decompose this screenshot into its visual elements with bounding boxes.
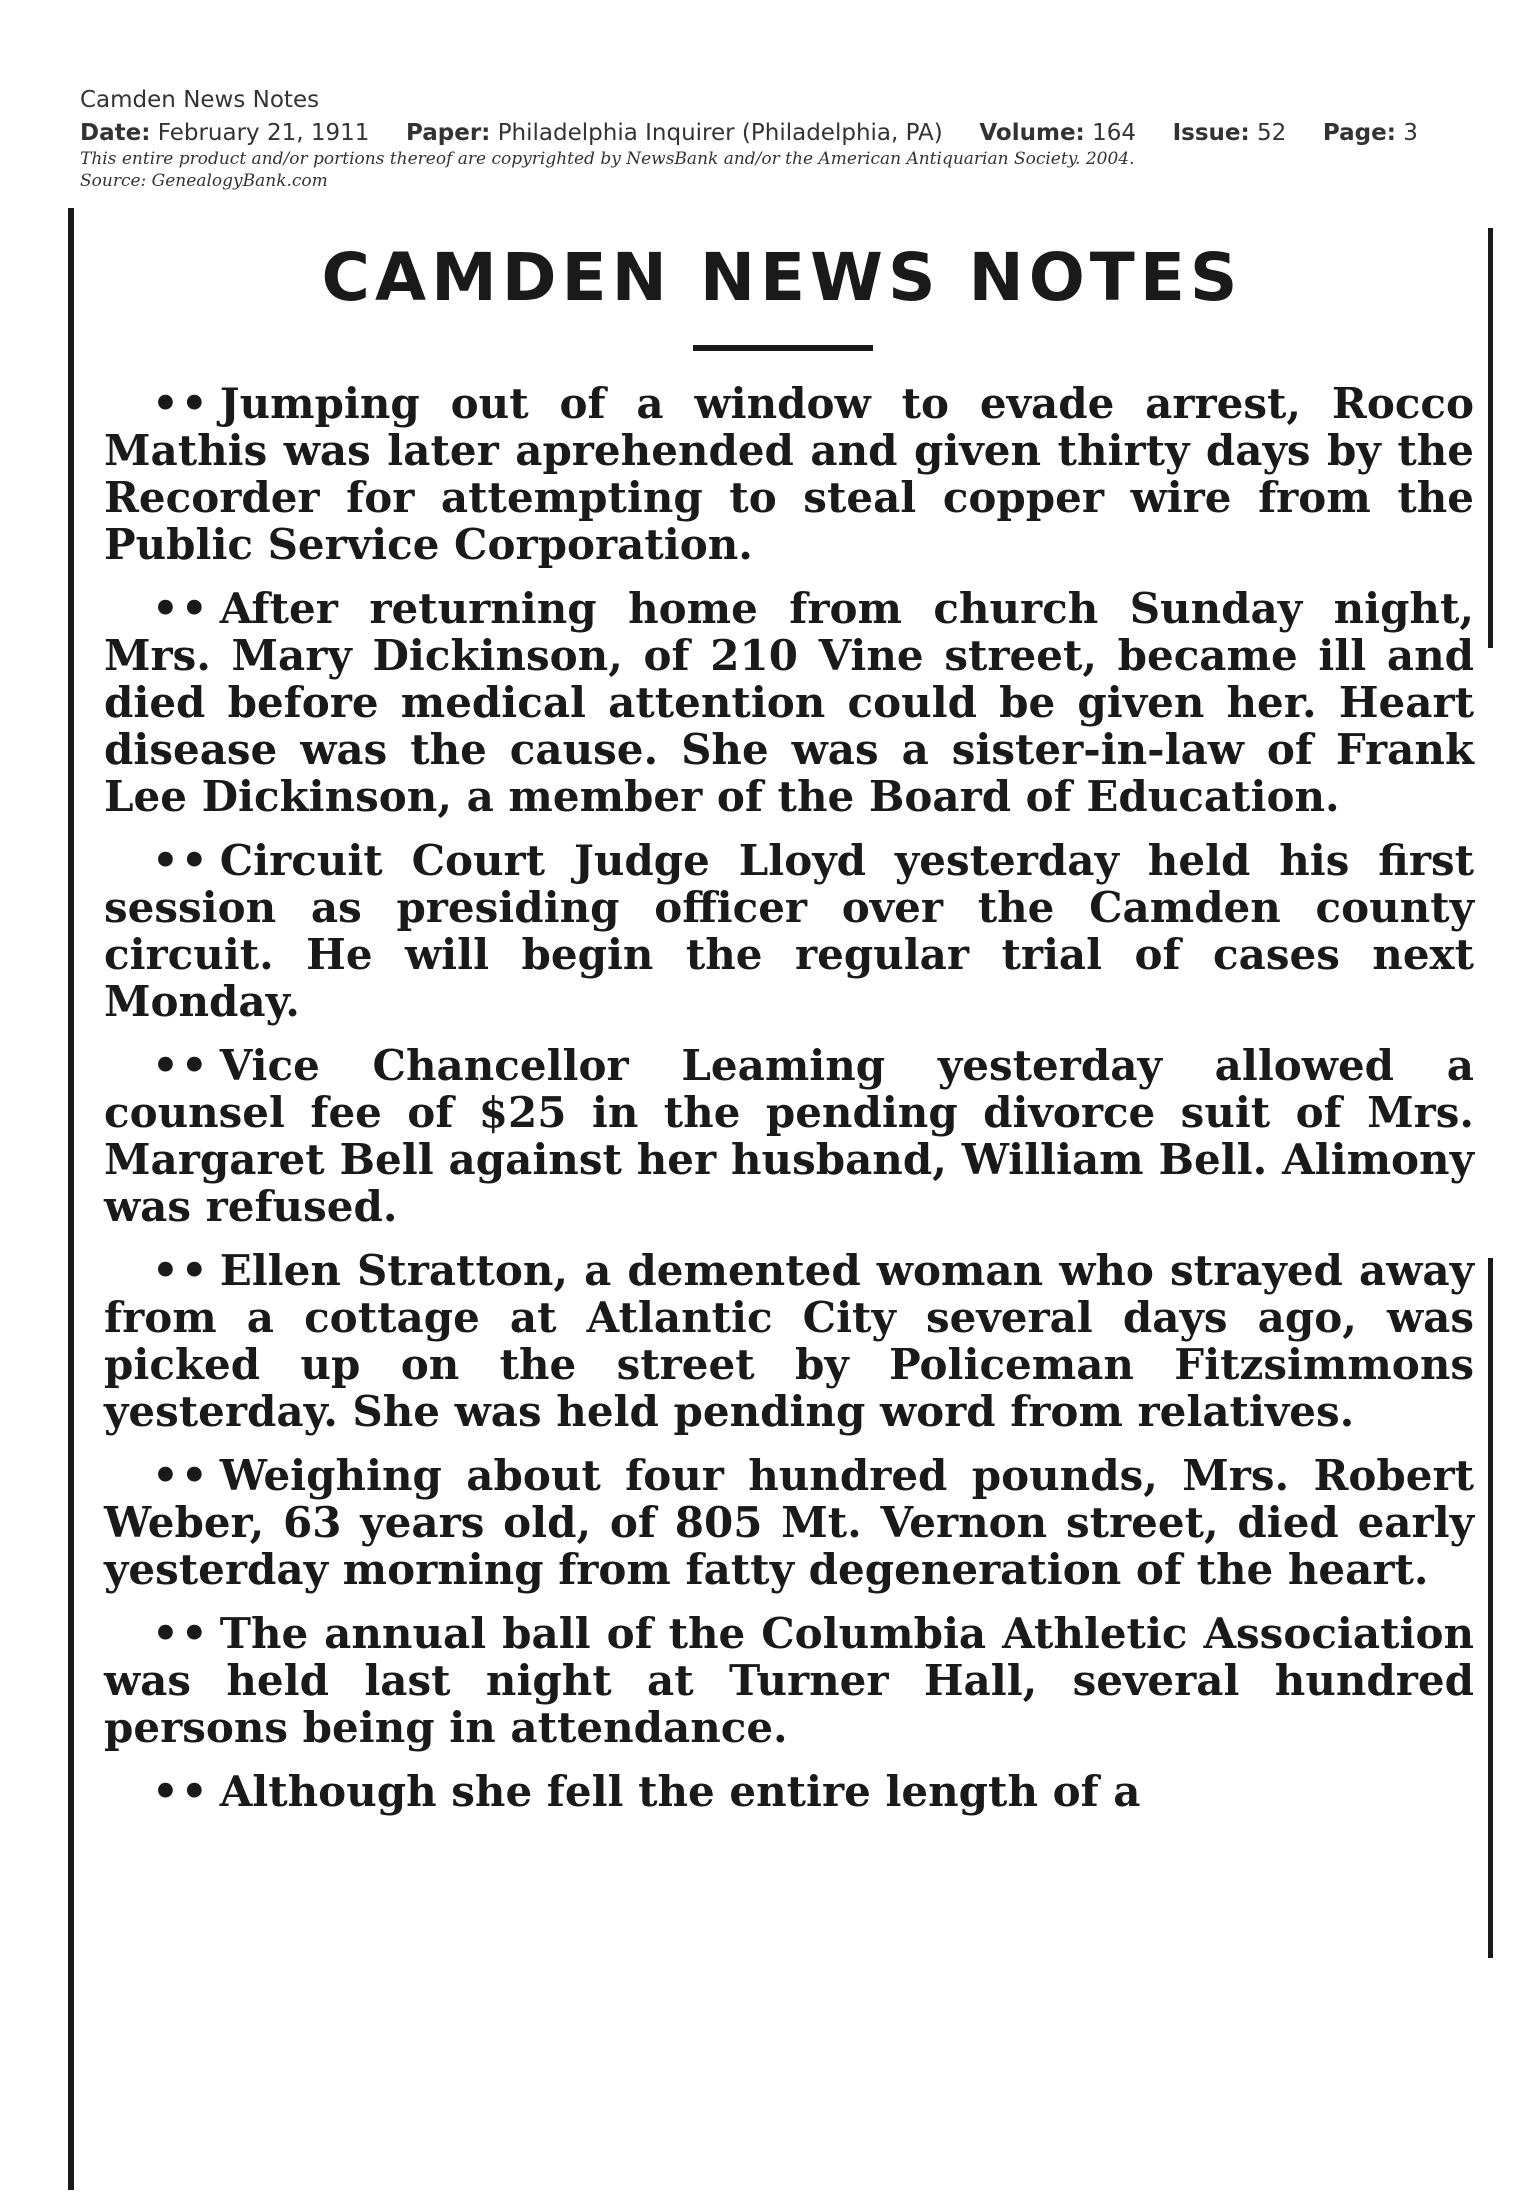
headline-divider [693,345,873,351]
issue-label: Issue: [1172,120,1250,146]
column-rule-right-bottom [1488,1258,1493,1958]
news-item-text: Jumping out of a window to evade arrest, Rocco Mathis was later aprehended and given thirty days by the Recorder for attempting to steal copper wire from the Public Service Corporation. [104,379,1474,569]
document-title: Camden News Notes [80,87,320,113]
news-item [104,1768,1474,1815]
news-item-text: Circuit Court Judge Lloyd yesterday held his first session as presiding officer over the Camden county circuit. He will begin the regular trial of cases next Monday. [104,836,1474,1026]
clipping-headline: CAMDEN NEWS NOTES [321,239,1243,316]
news-item-text: After returning home from church Sunday night, Mrs. Mary Dickinson, of 210 Vine street, became ill and died before medical attention could be given her. Heart disease was the cause. She was a sister-in-law of Frank Lee Dickinson, a member of the Board of Education. [104,584,1474,821]
item-bullet: •• [152,584,210,633]
issue-value: 52 [1257,120,1287,146]
source-line: Source: GenealogyBank.com [80,171,328,191]
news-item [104,1247,1474,1435]
volume-value: 164 [1092,120,1136,146]
item-bullet: •• [152,1451,210,1500]
news-item-text: Vice Chancellor Leaming yesterday allowed a counsel fee of $25 in the pending divorce suit of Mrs. Margaret Bell against her husband, William Bell. Alimony was refused. [104,1041,1474,1231]
column-rule-left [68,208,74,2190]
page-value: 3 [1403,120,1418,146]
news-item [104,1610,1474,1751]
paper-label: Paper: [406,120,491,146]
item-bullet: •• [152,836,210,885]
item-bullet: •• [152,1246,210,1295]
copyright-notice: This entire product and/or portions thereof are copyrighted by NewsBank and/or the American Antiquarian Society. 2004. [80,149,1135,169]
date-label: Date: [80,120,151,146]
news-item [104,1042,1474,1230]
item-bullet: •• [152,1609,210,1658]
news-item [104,380,1474,568]
item-bullet: •• [152,379,210,428]
item-bullet: •• [152,1041,210,1090]
news-item [104,1452,1474,1593]
news-item [104,585,1474,820]
news-item [104,837,1474,1025]
date-value: February 21, 1911 [157,120,370,146]
page-label: Page: [1322,120,1396,146]
news-item-text: Although she fell the entire length of a [219,1767,1141,1816]
paper-value: Philadelphia Inquirer (Philadelphia, PA) [497,120,943,146]
news-item-text: Ellen Stratton, a demented woman who strayed away from a cottage at Atlantic City several days ago, was picked up on the street by Policeman Fitzsimmons yesterday. She was held pending word from relatives. [104,1246,1474,1436]
item-bullet: •• [152,1767,210,1816]
news-item-text: Weighing about four hundred pounds, Mrs. Robert Weber, 63 years old, of 805 Mt. Vernon street, died early yesterday morning from fatty degeneration of the heart. [104,1451,1474,1594]
document-header [80,84,1500,192]
news-items [104,380,1474,1832]
newspaper-clipping [68,208,1496,2190]
news-item-text: The annual ball of the Columbia Athletic Association was held last night at Turner Hall, several hundred persons being in attendance. [104,1609,1474,1752]
volume-label: Volume: [979,120,1085,146]
metadata-row [80,118,1500,148]
